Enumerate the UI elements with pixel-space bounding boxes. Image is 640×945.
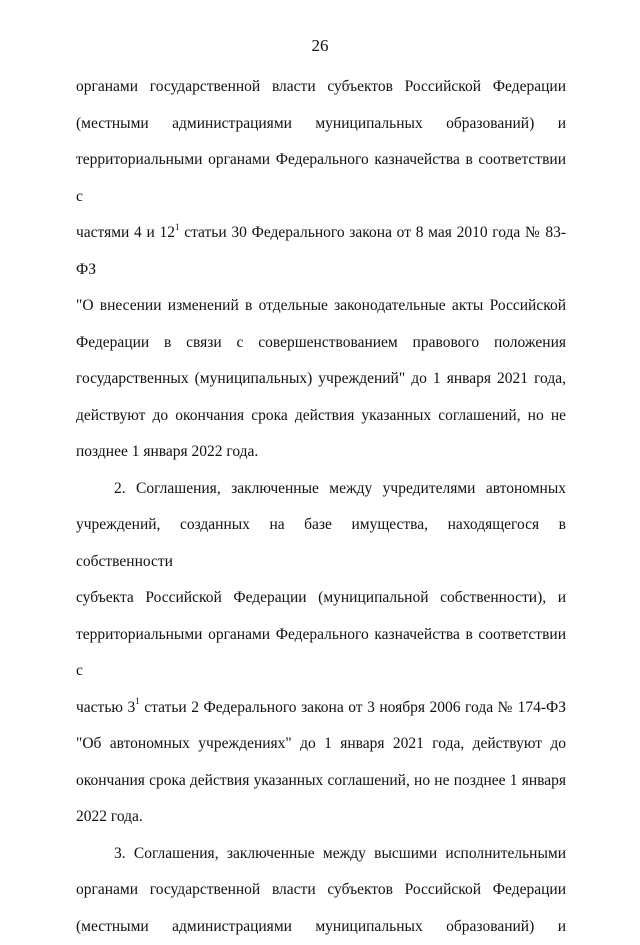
page-number: 26: [0, 36, 640, 56]
text-line: окончания срока действия указанных соглашений, но не позднее 1 января: [76, 763, 566, 800]
text-line: [76, 690, 566, 727]
text-line: территориальными органами Федерального казначейства в соответствии с: [76, 142, 566, 215]
text-line: (местными администрациями муниципальных образований) и: [76, 106, 566, 143]
paragraph-3: [76, 836, 566, 945]
text-line: государственных (муниципальных) учреждений" до 1 января 2021 года,: [76, 361, 566, 398]
paragraph-2: [76, 471, 566, 836]
text-line: "Об автономных учреждениях" до 1 января 2021 года, действуют до: [76, 726, 566, 763]
text-fragment: статьи 2 Федерального закона от 3 ноября 2006 года № 174-ФЗ: [140, 699, 566, 716]
text-fragment: статьи 30 Федерального закона от 8 мая 2010 года № 83-ФЗ: [76, 224, 566, 278]
text-line: учреждений, созданных на базе имущества, находящегося в собственности: [76, 507, 566, 580]
superscript: 1: [135, 696, 140, 706]
text-line: (местными администрациями муниципальных образований) и: [76, 909, 566, 945]
text-line: органами государственной власти субъектов Российской Федерации: [76, 872, 566, 909]
text-line: 2022 года.: [76, 799, 566, 836]
document-body: [76, 69, 566, 945]
text-line: территориальными органами Федерального казначейства в соответствии с: [76, 617, 566, 690]
text-line: позднее 1 января 2022 года.: [76, 434, 566, 471]
superscript: 1: [175, 222, 180, 232]
text-line: 3. Соглашения, заключенные между высшими исполнительными: [76, 836, 566, 873]
paragraph-1: [76, 69, 566, 471]
text-line: субъекта Российской Федерации (муниципальной собственности), и: [76, 580, 566, 617]
text-line: действуют до окончания срока действия указанных соглашений, но не: [76, 398, 566, 435]
text-fragment: частью 3: [76, 699, 135, 716]
text-line: Федерации в связи с совершенствованием правового положения: [76, 325, 566, 362]
text-line: 2. Соглашения, заключенные между учредителями автономных: [76, 471, 566, 508]
text-fragment: частями 4 и 12: [76, 224, 175, 241]
text-line: [76, 215, 566, 288]
text-line: органами государственной власти субъектов Российской Федерации: [76, 69, 566, 106]
text-line: "О внесении изменений в отдельные законодательные акты Российской: [76, 288, 566, 325]
